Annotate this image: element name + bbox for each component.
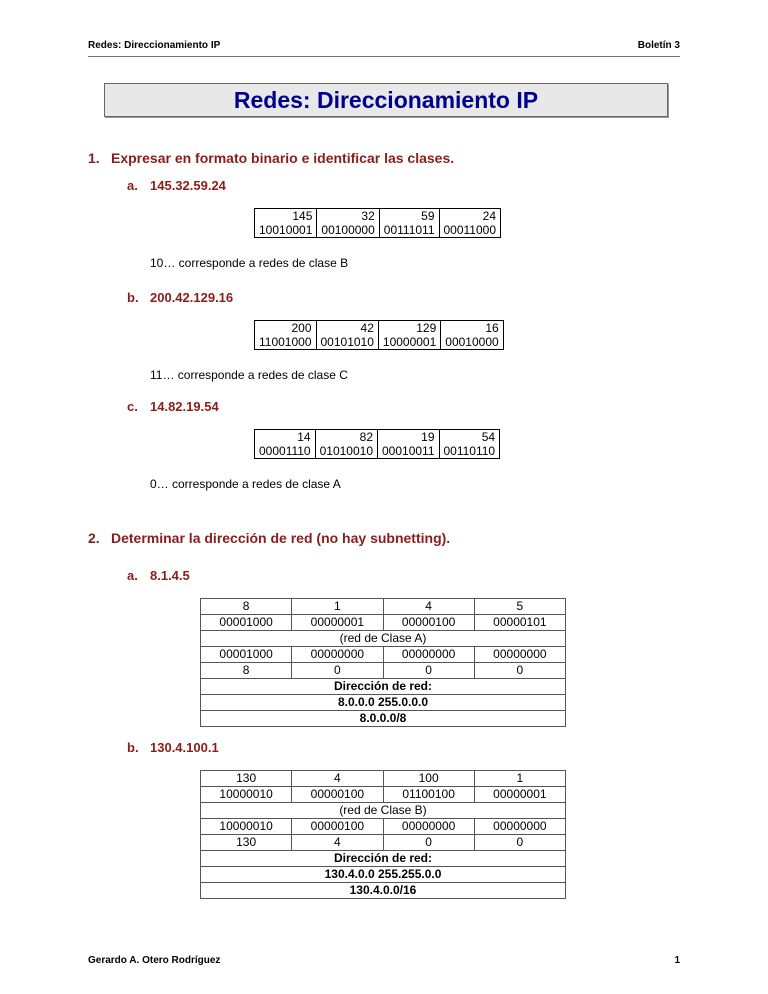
binary-cell: 10000001: [378, 335, 440, 350]
masked-binary-cell: 00000000: [474, 647, 565, 663]
class-note: 0… corresponde a redes de clase A: [150, 477, 341, 491]
binary-table: [254, 429, 500, 459]
binary-cell: 00000101: [474, 615, 565, 631]
binary-cell: 10010001: [255, 223, 317, 238]
masked-binary-cell: 10000010: [201, 819, 292, 835]
page-title: Redes: Direccionamiento IP: [104, 83, 668, 117]
masked-binary-cell: 00001000: [201, 647, 292, 663]
decimal-cell: 4: [292, 771, 383, 787]
decimal-cell: 16: [441, 321, 503, 336]
binary-cell: 00010000: [441, 335, 503, 350]
decimal-cell: 42: [316, 321, 378, 336]
decimal-cell: 82: [315, 430, 377, 445]
network-cidr: 130.4.0.0/16: [201, 883, 566, 899]
binary-cell: 00001000: [201, 615, 292, 631]
decimal-cell: 19: [378, 430, 440, 445]
decimal-cell: 1: [292, 599, 383, 615]
footer-author: Gerardo A. Otero Rodríguez: [88, 955, 221, 966]
decimal-cell: 1: [474, 771, 565, 787]
masked-binary-cell: 00000000: [474, 819, 565, 835]
network-decimal-cell: 8: [201, 663, 292, 679]
subheading-1b: b. 200.42.129.16: [127, 290, 234, 305]
network-label: Dirección de red:: [201, 679, 566, 695]
decimal-cell: 24: [439, 209, 501, 224]
class-note: 10… corresponde a redes de clase B: [150, 256, 349, 270]
header-right: Boletín 3: [637, 40, 680, 51]
network-address-table: [200, 598, 566, 727]
binary-cell: 10000010: [201, 787, 292, 803]
network-address-table: [200, 770, 566, 899]
network-cidr: 8.0.0.0/8: [201, 711, 566, 727]
decimal-cell: 5: [474, 599, 565, 615]
binary-cell: 00011000: [439, 223, 501, 238]
binary-cell: 01010010: [315, 444, 377, 459]
decimal-cell: 54: [439, 430, 500, 445]
section-2-heading: 2. Determinar la dirección de red (no hay subnetting).: [88, 530, 451, 546]
subheading-1a: a. 145.32.59.24: [127, 178, 226, 193]
decimal-cell: 8: [201, 599, 292, 615]
class-label: (red de Clase B): [201, 803, 566, 819]
page-number: 1: [674, 955, 680, 966]
network-address: 8.0.0.0 255.0.0.0: [201, 695, 566, 711]
binary-table: [254, 208, 501, 238]
class-note: 11… corresponde a redes de clase C: [150, 368, 348, 382]
network-decimal-cell: 0: [474, 663, 565, 679]
binary-cell: 00000001: [474, 787, 565, 803]
decimal-cell: 4: [383, 599, 474, 615]
section-1-heading: 1. Expresar en formato binario e identificar las clases.: [88, 150, 455, 166]
decimal-cell: 32: [317, 209, 379, 224]
binary-cell: 00100000: [317, 223, 379, 238]
network-decimal-cell: 130: [201, 835, 292, 851]
header-left: Redes: Direccionamiento IP: [88, 40, 221, 51]
decimal-cell: 130: [201, 771, 292, 787]
masked-binary-cell: 00000100: [292, 819, 383, 835]
network-decimal-cell: 0: [383, 835, 474, 851]
page-header: [88, 40, 680, 57]
subheading-1c: c. 14.82.19.54: [127, 399, 219, 414]
decimal-cell: 145: [255, 209, 317, 224]
network-address: 130.4.0.0 255.255.0.0: [201, 867, 566, 883]
binary-cell: 00000100: [292, 787, 383, 803]
decimal-cell: 100: [383, 771, 474, 787]
binary-cell: 00001110: [255, 444, 316, 459]
binary-cell: 00000001: [292, 615, 383, 631]
decimal-cell: 59: [379, 209, 439, 224]
binary-cell: 01100100: [383, 787, 474, 803]
network-decimal-cell: 4: [292, 835, 383, 851]
subheading-2b: b. 130.4.100.1: [127, 740, 219, 755]
network-decimal-cell: 0: [292, 663, 383, 679]
masked-binary-cell: 00000000: [383, 647, 474, 663]
masked-binary-cell: 00000000: [383, 819, 474, 835]
subheading-2a: a. 8.1.4.5: [127, 568, 190, 583]
binary-table: [254, 320, 504, 350]
binary-cell: 00010011: [378, 444, 440, 459]
network-label: Dirección de red:: [201, 851, 566, 867]
class-label: (red de Clase A): [201, 631, 566, 647]
binary-cell: 11001000: [255, 335, 317, 350]
binary-cell: 00110110: [439, 444, 500, 459]
network-decimal-cell: 0: [383, 663, 474, 679]
decimal-cell: 200: [255, 321, 317, 336]
binary-cell: 00101010: [316, 335, 378, 350]
binary-cell: 00111011: [379, 223, 439, 238]
masked-binary-cell: 00000000: [292, 647, 383, 663]
binary-cell: 00000100: [383, 615, 474, 631]
network-decimal-cell: 0: [474, 835, 565, 851]
decimal-cell: 14: [255, 430, 316, 445]
decimal-cell: 129: [378, 321, 440, 336]
